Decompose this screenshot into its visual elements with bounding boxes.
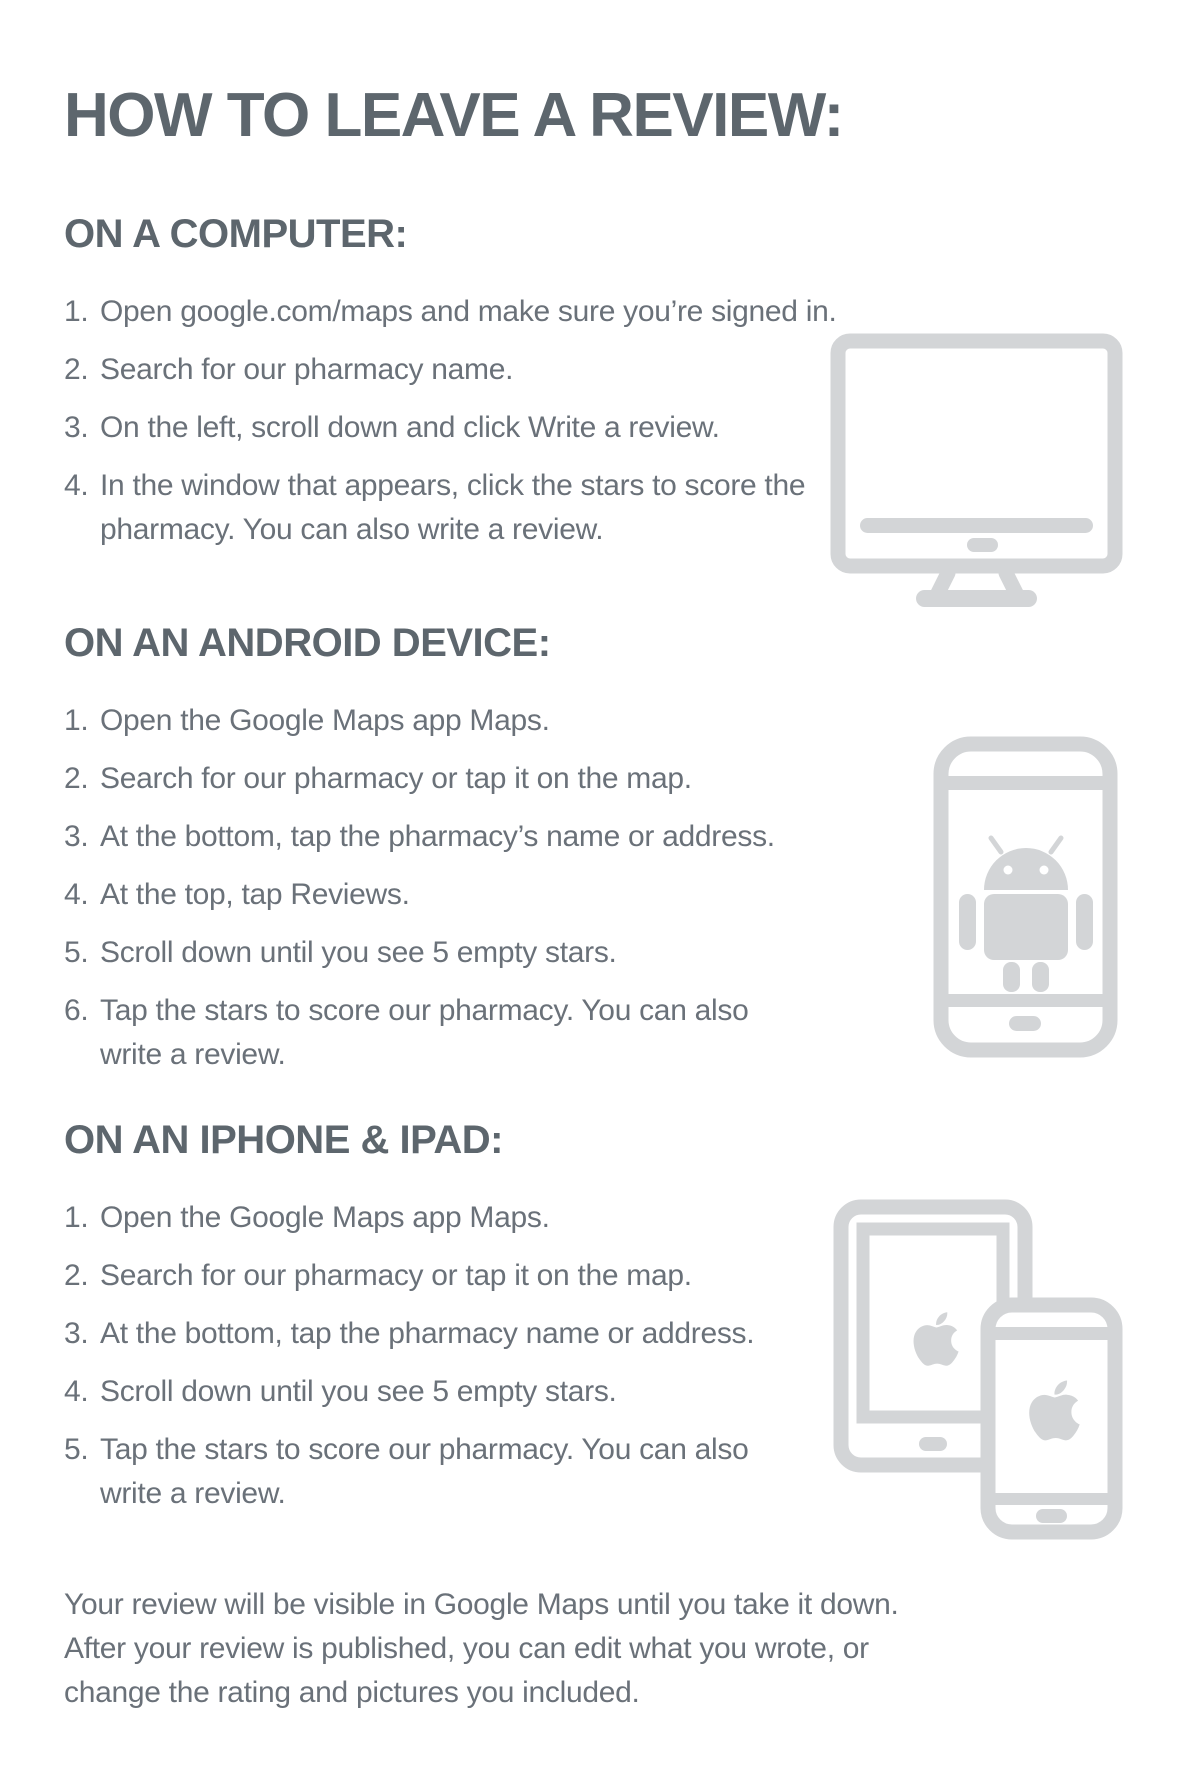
section-heading-android: ON AN ANDROID DEVICE: [64,621,551,665]
section-iphone-ipad [64,1118,754,1530]
list-item [64,1312,754,1356]
section-computer [64,212,837,566]
list-number: 3. [64,411,89,444]
list-number: 1. [64,1201,89,1234]
section-android [64,621,775,1091]
list-number: 1. [64,295,89,328]
list-item [64,757,775,801]
list-item [64,1254,754,1298]
list-item [64,931,775,975]
list-item [64,1428,754,1516]
list-text: Open the Google Maps app Maps. [100,704,550,737]
list-text: Search for our pharmacy or tap it on the map. [100,762,692,795]
list-item [64,815,775,859]
list-text: Tap the stars to score our pharmacy. You can also write a review. [100,1433,749,1510]
list-text: Search for our pharmacy or tap it on the map. [100,1259,692,1292]
list-text: Tap the stars to score our pharmacy. You can also write a review. [100,994,749,1071]
list-number: 3. [64,820,89,853]
list-item [64,1196,754,1240]
page-title: HOW TO LEAVE A REVIEW: [64,81,843,150]
list-text: Open google.com/maps and make sure you’re signed in. [100,295,837,328]
footer-line: change the rating and pictures you included. [64,1676,640,1709]
footer-note [64,1583,899,1715]
list-text: Scroll down until you see 5 empty stars. [100,1375,617,1408]
list-text: Open the Google Maps app Maps. [100,1201,550,1234]
list-text: In the window that appears, click the stars to score the pharmacy. You can also write a review. [100,469,806,546]
list-text: At the top, tap Reviews. [100,878,410,911]
footer-line: Your review will be visible in Google Maps until you take it down. [64,1588,899,1621]
list-number: 2. [64,353,89,386]
list-text: Scroll down until you see 5 empty stars. [100,936,617,969]
section-heading-computer: ON A COMPUTER: [64,212,408,256]
list-item [64,699,775,743]
list-number: 2. [64,1259,89,1292]
section-heading-iphone-ipad: ON AN IPHONE & IPAD: [64,1118,503,1162]
list-item [64,464,837,552]
list-number: 1. [64,704,89,737]
list-number: 4. [64,1375,89,1408]
list-text: Search for our pharmacy name. [100,353,514,386]
list-number: 6. [64,994,89,1027]
list-item [64,348,837,392]
list-item [64,406,837,450]
list-item [64,989,775,1077]
list-number: 4. [64,878,89,911]
list-number: 4. [64,469,89,502]
list-item [64,873,775,917]
list-text: On the left, scroll down and click Write a review. [100,411,720,444]
list-item [64,1370,754,1414]
list-item [64,290,837,334]
list-number: 5. [64,936,89,969]
list-number: 5. [64,1433,89,1466]
list-number: 2. [64,762,89,795]
list-number: 3. [64,1317,89,1350]
footer-line: After your review is published, you can edit what you wrote, or [64,1632,869,1665]
list-text: At the bottom, tap the pharmacy’s name or address. [100,820,775,853]
list-text: At the bottom, tap the pharmacy name or address. [100,1317,755,1350]
